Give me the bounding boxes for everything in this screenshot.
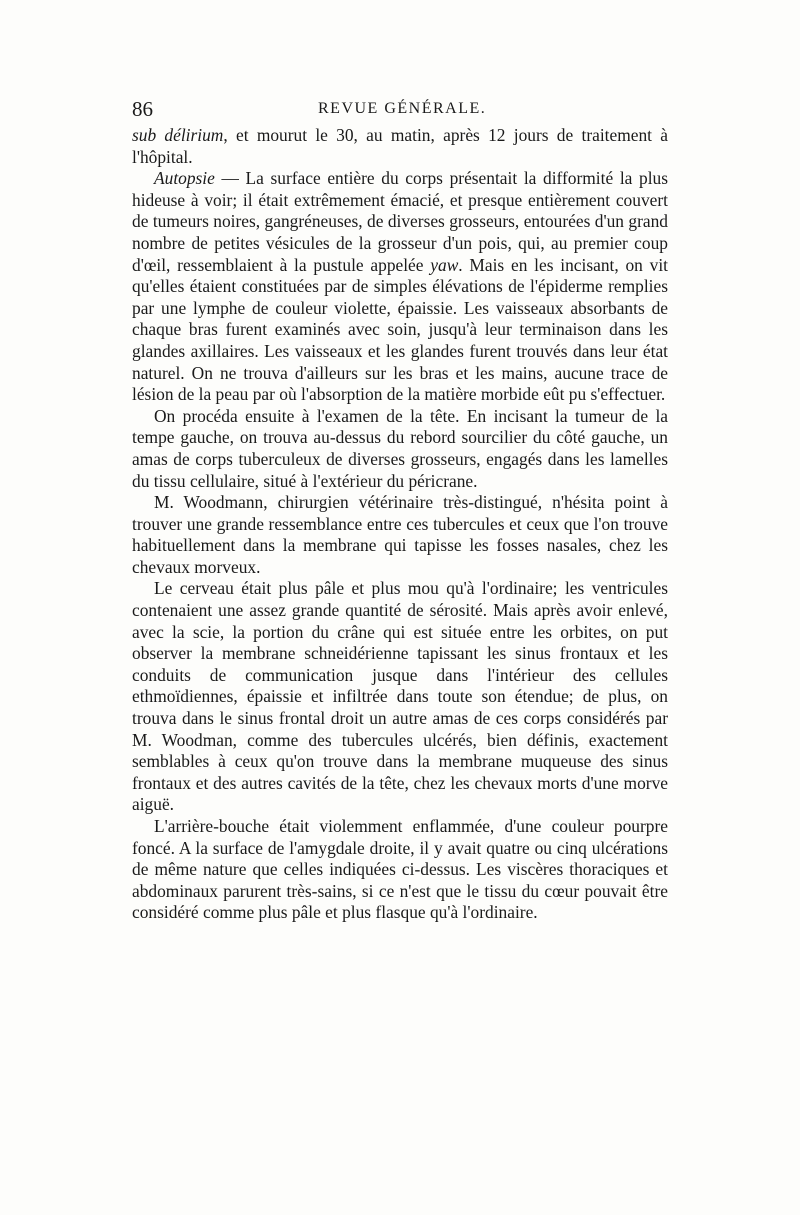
page-body (132, 125, 668, 924)
paragraph-5: Le cerveau était plus pâle et plus mou qu'à l'ordinaire; les ventricules contenaient une assez grande quantité de sérosité. Mais après avoir enlevé, avec la scie, la portion du crâne qui est située entre les orbites, on put observer la membrane schneidérienne tapissant les sinus frontaux et les conduits de communication jusque dans l'intérieur des cellules ethmoïdiennes, épaissie et infiltrée dans toute son étendue; de plus, on trouva dans le sinus frontal droit un autre amas de ces corps considérés par M. Woodman, comme des tubercules ulcérés, bien définis, exactement semblables à ceux qu'on trouve dans la membrane muqueuse des sinus frontaux et des autres cavités de la tête, chez les chevaux morts d'une morve aiguë. (132, 578, 668, 815)
page-header (132, 97, 668, 125)
paragraph-6: L'arrière-bouche était violemment enflammée, d'une couleur pourpre foncé. A la surface de l'amygdale droite, il y avait quatre ou cinq ulcérations de même nature que celles indiquées ci-dessus. Les viscères thoraciques et abdominaux parurent très-sains, si ce n'est que le tissu du cœur pouvait être considéré comme plus pâle et plus flasque qu'à l'ordinaire. (132, 816, 668, 923)
italic-lead: sub délirium (132, 125, 224, 145)
paragraph-4: M. Woodmann, chirurgien vétérinaire très-distingué, n'hésita point à trouver une grande ressemblance entre ces tubercules et ceux que l'on trouve habituellement dans la membrane qui tapisse les fosses nasales, chez les chevaux morveux. (132, 492, 668, 577)
paragraph-autopsie (132, 168, 668, 406)
paragraph-text: — La surface entière du corps présentait la difformité la plus hideuse à voir; il était extrêmement émacié, et presque entièrement couvert de tumeurs noires, gangréneuses, de diverses grosseurs, entourées d'un grand nombre de petites vésicules de la grosseur d'un pois, qui, au premier coup d'œil, ressemblaient à la pustule appelée (132, 168, 668, 275)
page-number: 86 (132, 97, 153, 121)
paragraph-1 (132, 125, 668, 168)
paragraph-text-rest: . Mais en les incisant, on vit qu'elles étaient constituées par de simples élévations de l'épiderme remplies par une lymphe de couleur violette, épaissie. Les vaisseaux absorbants de chaque bras furent examinés avec soin, jusqu'à leur terminaison dans les glandes axillaires. Les vaisseaux et les glandes furent trouvés dans leur état naturel. On ne trouva d'ailleurs sur les bras et les mains, aucune trace de lésion de la peau par où l'absorption de la matière morbide eût pu s'effectuer. (132, 254, 669, 405)
paragraph-3: On procéda ensuite à l'examen de la tête. En incisant la tumeur de la tempe gauche, on trouva au-dessus du rebord sourcilier du côté gauche, un amas de corps tuberculeux de diverses grosseurs, engagés dans les lamelles du tissu cellulaire, situé à l'extérieur du péricrane. (132, 405, 668, 491)
paragraph-text: , et mourut le 30, au matin, après 12 jours de traitement à l'hôpital. (132, 125, 668, 167)
book-page (132, 97, 668, 924)
running-head: REVUE GÉNÉRALE. (318, 100, 487, 117)
section-lead-autopsie: Autopsie (154, 168, 215, 189)
term-yaw: yaw (430, 254, 459, 275)
